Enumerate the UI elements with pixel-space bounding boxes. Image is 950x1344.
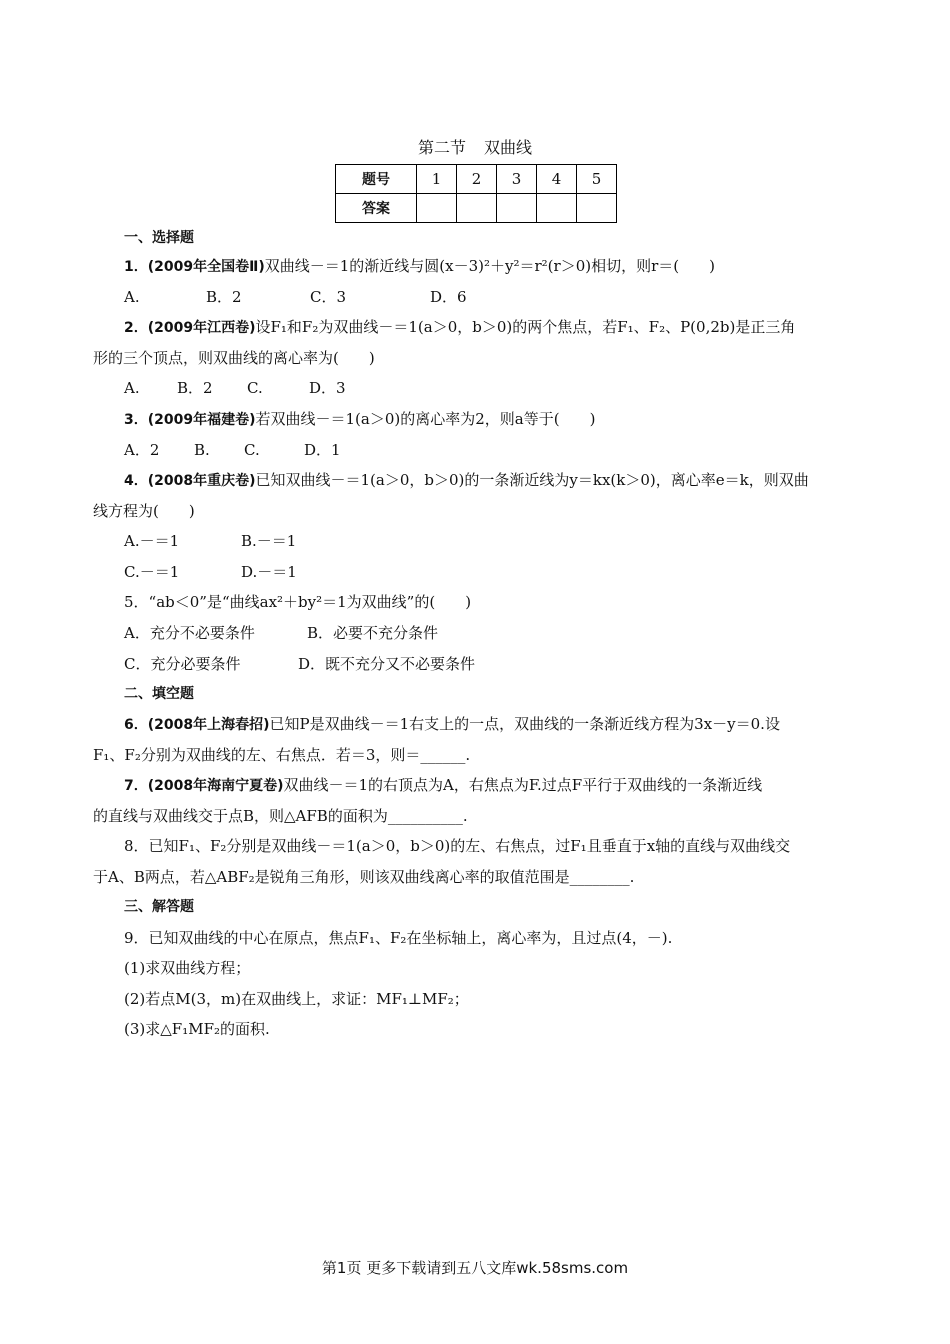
- question-4: [124, 470, 809, 491]
- answer-cell: [457, 194, 497, 223]
- option-a: A．2: [124, 441, 160, 459]
- question-number-label: 题号: [336, 165, 417, 194]
- option-d: D．3: [309, 379, 346, 397]
- question-8-cont: 于A、B两点，若△ABF₂是锐角三角形，则该双曲线离心率的取值范围是________.: [93, 868, 635, 886]
- question-9-part-3: (3)求△F₁MF₂的面积.: [124, 1020, 270, 1038]
- question-text: 双曲线－＝1的渐近线与圆(x－3)²＋y²＝r²(r＞0)相切，则r＝( ): [264, 257, 715, 275]
- question-number-cell: 3: [497, 165, 537, 194]
- page-title: [0, 135, 950, 158]
- question-9-part-1: (1)求双曲线方程；: [124, 959, 251, 977]
- question-number-cell: 1: [417, 165, 457, 194]
- option-d: D．既不充分又不必要条件: [298, 655, 476, 673]
- question-9: 9．已知双曲线的中心在原点，焦点F₁、F₂在坐标轴上，离心率为，且过点(4，－).: [124, 929, 673, 947]
- option-c: C．充分必要条件: [124, 655, 241, 673]
- question-source: 6．(2008年上海春招): [124, 717, 270, 733]
- question-6-cont: F₁、F₂分别为双曲线的左、右焦点．若＝3，则＝______.: [93, 746, 471, 764]
- option-c: C．3: [310, 288, 347, 306]
- question-2-options: [124, 378, 346, 398]
- option-b: B．2: [206, 288, 242, 306]
- question-7: [124, 775, 762, 796]
- option-c: C.: [244, 441, 260, 459]
- question-source: 2．(2009年江西卷): [124, 320, 256, 336]
- answer-cell: [577, 194, 617, 223]
- question-number-cell: 4: [537, 165, 577, 194]
- section-heading-fill: 二、填空题: [124, 686, 194, 702]
- question-2-cont: 形的三个顶点，则双曲线的离心率为( ): [93, 349, 375, 367]
- option-a: A．充分不必要条件: [124, 624, 255, 642]
- section-heading-choice: 一、选择题: [124, 230, 194, 246]
- question-9-part-2: (2)若点M(3，m)在双曲线上，求证：MF₁⊥MF₂；: [124, 990, 469, 1008]
- answer-cell: [497, 194, 537, 223]
- question-text: 设F₁和F₂为双曲线－＝1(a＞0，b＞0)的两个焦点，若F₁、F₂、P(0,2b)是正三角: [255, 318, 796, 336]
- option-d: D.－＝1: [241, 563, 297, 581]
- option-b: B.－＝1: [241, 532, 297, 550]
- question-text: 若双曲线－＝1(a＞0)的离心率为2，则a等于( ): [255, 410, 596, 428]
- question-source: 4．(2008年重庆卷): [124, 473, 256, 489]
- question-number-cell: 2: [457, 165, 497, 194]
- title-section: 第二节: [417, 138, 466, 157]
- question-5-options-cd: [124, 654, 475, 674]
- question-2: [124, 317, 795, 338]
- question-5-options-ab: [124, 623, 438, 643]
- option-b: B.: [194, 441, 210, 459]
- option-c: C.－＝1: [124, 563, 180, 581]
- answer-table: [335, 164, 617, 223]
- answer-cell: [537, 194, 577, 223]
- question-1: [124, 256, 715, 277]
- question-1-options: [124, 287, 467, 307]
- question-number-cell: 5: [577, 165, 617, 194]
- option-b: B．2: [177, 379, 213, 397]
- page-footer: 第1页 更多下载请到五八文库wk.58sms.com: [321, 1259, 629, 1277]
- question-4-cont: 线方程为( ): [93, 502, 195, 520]
- question-5: 5．“ab＜0”是“曲线ax²＋by²＝1为双曲线”的( ): [124, 593, 472, 611]
- question-4-options-ab: [124, 531, 296, 551]
- option-d: D．6: [430, 288, 467, 306]
- option-a: A.: [124, 288, 140, 306]
- answer-label: 答案: [336, 194, 417, 223]
- section-heading-solve: 三、解答题: [124, 899, 194, 915]
- option-d: D．1: [304, 441, 341, 459]
- question-text: 已知P是双曲线－＝1右支上的一点，双曲线的一条渐近线方程为3x－y＝0.设: [269, 715, 780, 733]
- question-3-options: [124, 440, 341, 460]
- answer-table-answer-row: [336, 194, 617, 223]
- question-text: 已知双曲线－＝1(a＞0，b＞0)的一条渐近线为y＝kx(k＞0)，离心率e＝k，则双曲: [255, 471, 809, 489]
- option-a: A.－＝1: [124, 532, 180, 550]
- question-3: [124, 409, 595, 430]
- question-7-cont: 的直线与双曲线交于点B，则△AFB的面积为__________.: [93, 807, 468, 825]
- question-6: [124, 714, 780, 735]
- answer-cell: [417, 194, 457, 223]
- title-topic: 双曲线: [484, 138, 533, 157]
- question-source: 7．(2008年海南宁夏卷): [124, 778, 284, 794]
- question-source: 1．(2009年全国卷Ⅱ): [124, 259, 265, 275]
- question-8: 8．已知F₁、F₂分别是双曲线－＝1(a＞0，b＞0)的左、右焦点，过F₁且垂直于x轴的直线与双曲线交: [124, 837, 791, 855]
- answer-table-header-row: [336, 165, 617, 194]
- question-source: 3．(2009年福建卷): [124, 412, 256, 428]
- question-text: 双曲线－＝1的右顶点为A，右焦点为F.过点F平行于双曲线的一条渐近线: [283, 776, 763, 794]
- option-a: A.: [124, 379, 140, 397]
- option-c: C.: [247, 379, 263, 397]
- question-4-options-cd: [124, 562, 297, 582]
- option-b: B．必要不充分条件: [307, 624, 439, 642]
